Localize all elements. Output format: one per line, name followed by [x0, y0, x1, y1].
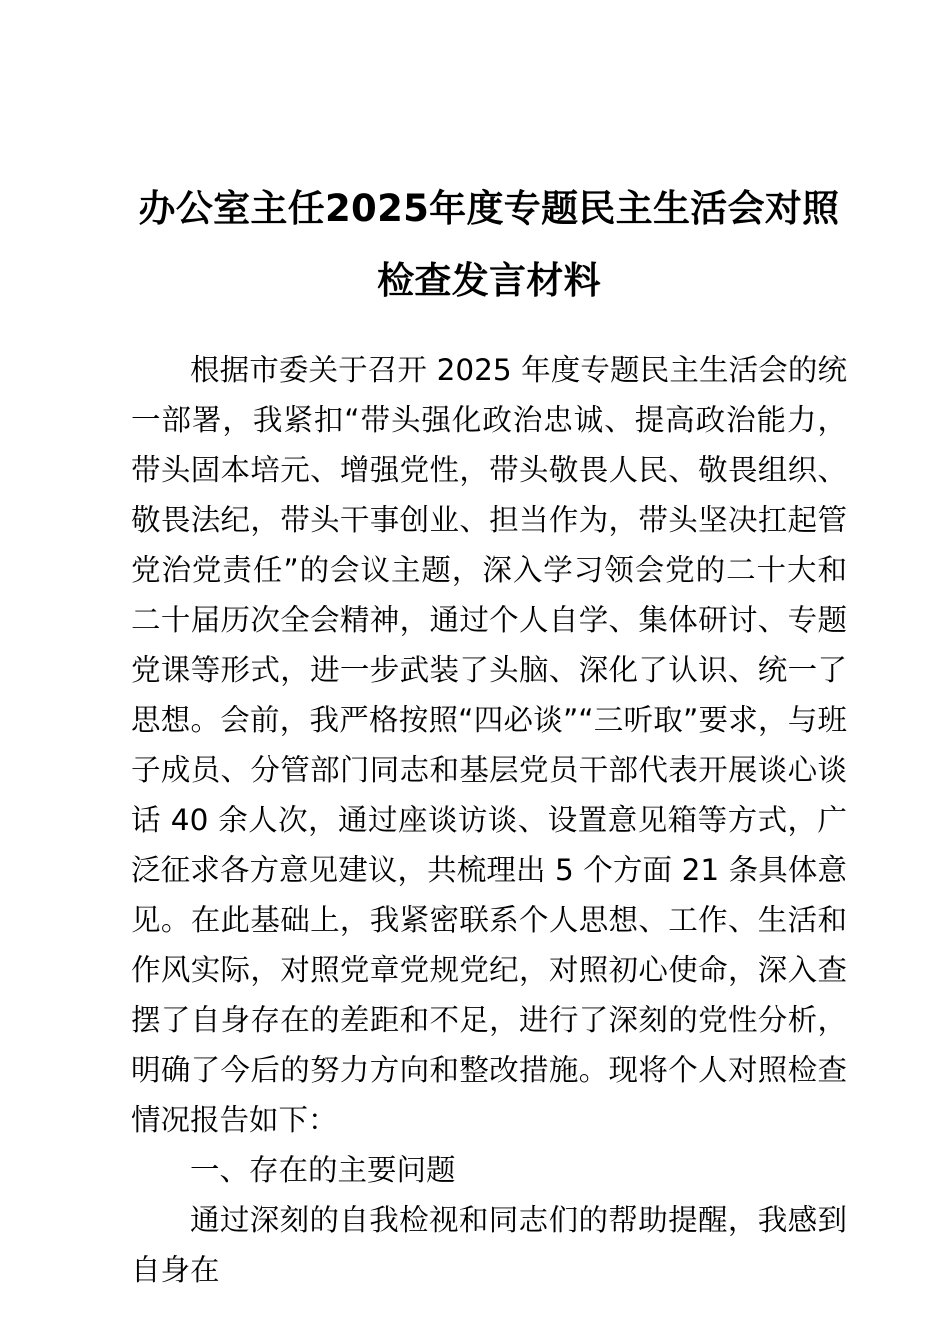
page-content [131, 0, 847, 1295]
document-title-line-2: 检查发言材料 [377, 259, 601, 302]
opening-paragraph: 根据市委关于召开 2025 年度专题民主生活会的统一部署，我紧扣“带头强化政治忠诚、提高政治能力，带头固本培元、增强党性，带头敬畏人民、敬畏组织、敬畏法纪，带头干事创业、担当作为，带头坚决扛起管党治党责任”的会议主题，深入学习领会党的二十大和二十届历次全会精神，通过个人自学、集体研讨、专题党课等形式，进一步武装了头脑、深化了认识、统一了思想。会前，我严格按照“四必谈”“三听取”要求，与班子成员、分管部门同志和基层党员干部代表开展谈心谈话 40 余人次，通过座谈访谈、设置意见箱等方式，广泛征求各方意见建议，共梳理出 5 个方面 21 条具体意见。在此基础上，我紧密联系个人思想、工作、生活和作风实际，对照党章党规党纪，对照初心使命，深入查摆了自身存在的差距和不足，进行了深刻的党性分析，明确了今后的努力方向和整改措施。现将个人对照检查情况报告如下： [131, 353, 847, 1137]
title-top-spacer [131, 0, 847, 173]
document-body [131, 345, 847, 1295]
section-heading-one: 一、存在的主要问题 [190, 1153, 456, 1187]
document-title [131, 173, 847, 317]
section-one-body: 通过深刻的自我检视和同志们的帮助提醒，我感到自身在 [131, 1203, 847, 1287]
document-title-line-1: 办公室主任2025年度专题民主生活会对照 [138, 187, 840, 230]
